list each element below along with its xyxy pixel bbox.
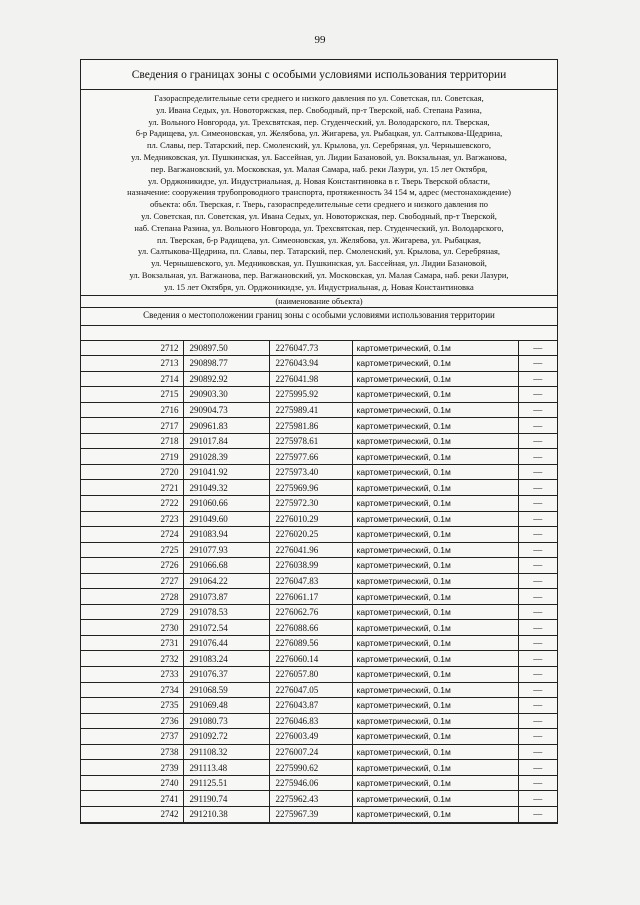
method-cell: картометрический, 0.1м: [352, 356, 518, 372]
method-cell: картометрический, 0.1м: [352, 402, 518, 418]
description-cell: —: [518, 573, 557, 589]
description-cell: —: [518, 480, 557, 496]
table-row: [81, 371, 557, 387]
point-number-cell: 2729: [81, 604, 183, 620]
coordinates-table-wrap: [81, 325, 557, 823]
method-cell: картометрический, 0.1м: [352, 589, 518, 605]
point-number-cell: 2736: [81, 713, 183, 729]
x-coordinate-cell: 291069.48: [183, 698, 269, 714]
point-number-cell: 2721: [81, 480, 183, 496]
method-cell: картометрический, 0.1м: [352, 791, 518, 807]
table-row: [81, 340, 557, 356]
description-cell: —: [518, 604, 557, 620]
y-coordinate-cell: 2275990.62: [269, 760, 352, 776]
table-row: [81, 356, 557, 372]
x-coordinate-cell: 291113.48: [183, 760, 269, 776]
x-coordinate-cell: 291078.53: [183, 604, 269, 620]
description-cell: —: [518, 744, 557, 760]
description-cell: —: [518, 464, 557, 480]
method-cell: картометрический, 0.1м: [352, 620, 518, 636]
table-row: [81, 449, 557, 465]
table-row: [81, 418, 557, 434]
y-coordinate-cell: 2276062.76: [269, 604, 352, 620]
table-row: [81, 806, 557, 822]
table-row: [81, 713, 557, 729]
y-coordinate-cell: 2276047.05: [269, 682, 352, 698]
method-cell: картометрический, 0.1м: [352, 573, 518, 589]
object-name-caption: (наименование объекта): [81, 295, 557, 307]
point-number-cell: 2720: [81, 464, 183, 480]
method-cell: картометрический, 0.1м: [352, 682, 518, 698]
point-number-cell: 2728: [81, 589, 183, 605]
method-cell: картометрический, 0.1м: [352, 480, 518, 496]
method-cell: картометрический, 0.1м: [352, 806, 518, 822]
table-row: [81, 667, 557, 683]
method-cell: картометрический, 0.1м: [352, 387, 518, 403]
table-row: [81, 464, 557, 480]
x-coordinate-cell: 291092.72: [183, 729, 269, 745]
x-coordinate-cell: 290903.30: [183, 387, 269, 403]
point-number-cell: 2712: [81, 340, 183, 356]
x-coordinate-cell: 291190.74: [183, 791, 269, 807]
x-coordinate-cell: 290892.92: [183, 371, 269, 387]
page-number: 99: [314, 34, 326, 46]
y-coordinate-cell: 2276010.29: [269, 511, 352, 527]
y-coordinate-cell: 2275973.40: [269, 464, 352, 480]
object-description: [81, 90, 557, 295]
description-cell: —: [518, 635, 557, 651]
description-line: ул. Ивана Седых, ул. Новоторжская, пер. Свободный, пр-т Тверской, наб. Степана Разина,: [156, 104, 482, 115]
description-cell: —: [518, 433, 557, 449]
description-line: объекта: обл. Тверская, г. Тверь, газораспределительные сети среднего и низкого давления по: [149, 199, 488, 210]
table-row: [81, 433, 557, 449]
point-number-cell: 2732: [81, 651, 183, 667]
x-coordinate-cell: 290961.83: [183, 418, 269, 434]
y-coordinate-cell: 2276038.99: [269, 558, 352, 574]
x-coordinate-cell: 291083.94: [183, 527, 269, 543]
x-coordinate-cell: 291068.59: [183, 682, 269, 698]
zone-boundaries-document: [80, 59, 558, 824]
y-coordinate-cell: 2276089.56: [269, 635, 352, 651]
description-line: пер. Вагжановский, ул. Московская, ул. Малая Самара, наб. реки Лазури, ул. 15 лет Октября,: [150, 163, 488, 174]
description-cell: —: [518, 496, 557, 512]
description-cell: —: [518, 387, 557, 403]
y-coordinate-cell: 2276043.94: [269, 356, 352, 372]
y-coordinate-cell: 2276020.25: [269, 527, 352, 543]
table-row: [81, 496, 557, 512]
x-coordinate-cell: 291060.66: [183, 496, 269, 512]
description-line: ул. Чернышевского, ул. Медниковская, ул. Пушкинская, ул. Бассейная, ул. Лидии Базановой,: [151, 258, 487, 269]
x-coordinate-cell: 290898.77: [183, 356, 269, 372]
y-coordinate-cell: 2275946.06: [269, 775, 352, 791]
point-number-cell: 2740: [81, 775, 183, 791]
description-line: ул. Орджоникидзе, ул. Индустриальная, д. Новая Константиновка в г. Тверь Тверской области,: [148, 175, 490, 186]
description-cell: —: [518, 418, 557, 434]
point-number-cell: 2718: [81, 433, 183, 449]
x-coordinate-cell: 291076.44: [183, 635, 269, 651]
x-coordinate-cell: 291017.84: [183, 433, 269, 449]
method-cell: картометрический, 0.1м: [352, 449, 518, 465]
y-coordinate-cell: 2275967.39: [269, 806, 352, 822]
method-cell: картометрический, 0.1м: [352, 433, 518, 449]
y-coordinate-cell: 2275989.41: [269, 402, 352, 418]
description-cell: —: [518, 449, 557, 465]
point-number-cell: 2734: [81, 682, 183, 698]
method-cell: картометрический, 0.1м: [352, 496, 518, 512]
method-cell: картометрический, 0.1м: [352, 542, 518, 558]
y-coordinate-cell: 2276061.17: [269, 589, 352, 605]
description-line: наб. Степана Разина, ул. Вольного Новгорода, ул. Трехсвятская, пер. Студенческий, ул. Володарского,: [134, 222, 504, 233]
y-coordinate-cell: 2276057.80: [269, 667, 352, 683]
y-coordinate-cell: 2275995.92: [269, 387, 352, 403]
description-cell: —: [518, 340, 557, 356]
method-cell: картометрический, 0.1м: [352, 464, 518, 480]
table-row: [81, 682, 557, 698]
table-row: [81, 729, 557, 745]
y-coordinate-cell: 2275972.30: [269, 496, 352, 512]
point-number-cell: 2742: [81, 806, 183, 822]
y-coordinate-cell: 2275977.66: [269, 449, 352, 465]
table-row: [81, 511, 557, 527]
point-number-cell: 2738: [81, 744, 183, 760]
point-number-cell: 2737: [81, 729, 183, 745]
description-cell: —: [518, 729, 557, 745]
description-cell: —: [518, 527, 557, 543]
method-cell: картометрический, 0.1м: [352, 744, 518, 760]
table-row: [81, 775, 557, 791]
y-coordinate-cell: 2276046.83: [269, 713, 352, 729]
table-row: [81, 635, 557, 651]
y-coordinate-cell: 2276043.87: [269, 698, 352, 714]
y-coordinate-cell: 2276060.14: [269, 651, 352, 667]
point-number-cell: 2717: [81, 418, 183, 434]
table-row: [81, 744, 557, 760]
y-coordinate-cell: 2275981.86: [269, 418, 352, 434]
table-row: [81, 698, 557, 714]
description-cell: —: [518, 682, 557, 698]
point-number-cell: 2725: [81, 542, 183, 558]
y-coordinate-cell: 2275962.43: [269, 791, 352, 807]
y-coordinate-cell: 2276088.66: [269, 620, 352, 636]
description-cell: —: [518, 791, 557, 807]
description-cell: —: [518, 620, 557, 636]
description-cell: —: [518, 542, 557, 558]
description-line: пл. Тверская, б-р Радищева, ул. Симеоновская, ул. Желябова, ул. Жигарева, ул. Рыбацкая,: [156, 234, 482, 245]
table-row: [81, 791, 557, 807]
x-coordinate-cell: 291049.32: [183, 480, 269, 496]
description-line: ул. Салтыкова-Щедрина, пл. Славы, пер. Татарский, пер. Смоленский, ул. Крылова, ул. Серебряная,: [137, 246, 501, 257]
table-row: [81, 542, 557, 558]
table-row: [81, 573, 557, 589]
description-line: ул. 15 лет Октября, ул. Орджоникидзе, ул. Индустриальная, д. Новая Константиновка: [164, 281, 474, 292]
description-line: назначение: сооружения трубопроводного транспорта, протяженность 34 154 м, адрес (местонахождение): [127, 187, 511, 198]
table-row: [81, 402, 557, 418]
x-coordinate-cell: 291077.93: [183, 542, 269, 558]
y-coordinate-cell: 2276003.49: [269, 729, 352, 745]
table-row: [81, 527, 557, 543]
description-cell: —: [518, 760, 557, 776]
method-cell: картометрический, 0.1м: [352, 775, 518, 791]
y-coordinate-cell: 2276047.73: [269, 340, 352, 356]
description-cell: —: [518, 371, 557, 387]
x-coordinate-cell: 291125.51: [183, 775, 269, 791]
point-number-cell: 2730: [81, 620, 183, 636]
coordinates-table: [81, 340, 557, 823]
y-coordinate-cell: 2275969.96: [269, 480, 352, 496]
x-coordinate-cell: 291080.73: [183, 713, 269, 729]
x-coordinate-cell: 291041.92: [183, 464, 269, 480]
table-row: [81, 480, 557, 496]
x-coordinate-cell: 291064.22: [183, 573, 269, 589]
description-cell: —: [518, 558, 557, 574]
table-row: [81, 589, 557, 605]
y-coordinate-cell: 2276041.96: [269, 542, 352, 558]
description-cell: —: [518, 589, 557, 605]
table-row: [81, 760, 557, 776]
point-number-cell: 2739: [81, 760, 183, 776]
location-subtitle: Сведения о местоположении границ зоны с особыми условиями использования территории: [81, 307, 557, 325]
point-number-cell: 2726: [81, 558, 183, 574]
x-coordinate-cell: 291076.37: [183, 667, 269, 683]
table-row: [81, 387, 557, 403]
x-coordinate-cell: 291066.68: [183, 558, 269, 574]
description-cell: —: [518, 698, 557, 714]
method-cell: картометрический, 0.1м: [352, 713, 518, 729]
method-cell: картометрический, 0.1м: [352, 651, 518, 667]
x-coordinate-cell: 290897.50: [183, 340, 269, 356]
method-cell: картометрический, 0.1м: [352, 558, 518, 574]
point-number-cell: 2715: [81, 387, 183, 403]
method-cell: картометрический, 0.1м: [352, 418, 518, 434]
description-cell: —: [518, 775, 557, 791]
description-cell: —: [518, 651, 557, 667]
method-cell: картометрический, 0.1м: [352, 604, 518, 620]
description-line: ул. Вокзальная, ул. Вагжанова, пер. Вагжановский, ул. Московская, ул. Малая Самара, наб. реки Лазури,: [129, 269, 509, 280]
table-row: [81, 604, 557, 620]
method-cell: картометрический, 0.1м: [352, 667, 518, 683]
point-number-cell: 2735: [81, 698, 183, 714]
x-coordinate-cell: 291049.60: [183, 511, 269, 527]
y-coordinate-cell: 2276007.24: [269, 744, 352, 760]
description-line: ул. Медниковская, ул. Пушкинская, ул. Бассейная, ул. Лидии Базановой, ул. Вокзальная, ул. Вагжанова,: [131, 151, 507, 162]
description-cell: —: [518, 511, 557, 527]
point-number-cell: 2716: [81, 402, 183, 418]
description-cell: —: [518, 667, 557, 683]
point-number-cell: 2724: [81, 527, 183, 543]
point-number-cell: 2727: [81, 573, 183, 589]
description-line: Газораспределительные сети среднего и низкого давления по ул. Советская, пл. Советская,: [154, 93, 484, 103]
description-cell: —: [518, 713, 557, 729]
description-line: ул. Вольного Новгорода, ул. Трехсвятская, пер. Студенческий, ул. Володарского, пл. Тверская,: [148, 116, 490, 127]
y-coordinate-cell: 2276041.98: [269, 371, 352, 387]
method-cell: картометрический, 0.1м: [352, 340, 518, 356]
table-row: [81, 620, 557, 636]
description-cell: —: [518, 402, 557, 418]
y-coordinate-cell: 2276047.83: [269, 573, 352, 589]
method-cell: картометрический, 0.1м: [352, 729, 518, 745]
x-coordinate-cell: 290904.73: [183, 402, 269, 418]
table-row: [81, 651, 557, 667]
point-number-cell: 2733: [81, 667, 183, 683]
table-row: [81, 558, 557, 574]
point-number-cell: 2731: [81, 635, 183, 651]
method-cell: картометрический, 0.1м: [352, 527, 518, 543]
description-line: б-р Радищева, ул. Симеоновская, ул. Желябова, ул. Жигарева, ул. Рыбацкая, ул. Салтыкова-Щедрина,: [135, 128, 503, 139]
description-line: пл. Славы, пер. Татарский, пер. Смоленский, ул. Крылова, ул. Серебряная, ул. Чернышевского,: [146, 140, 492, 151]
x-coordinate-cell: 291083.24: [183, 651, 269, 667]
x-coordinate-cell: 291028.39: [183, 449, 269, 465]
description-cell: —: [518, 356, 557, 372]
method-cell: картометрический, 0.1м: [352, 511, 518, 527]
method-cell: картометрический, 0.1м: [352, 698, 518, 714]
x-coordinate-cell: 291108.32: [183, 744, 269, 760]
document-title: Сведения о границах зоны с особыми условиями использования территории: [81, 60, 557, 90]
method-cell: картометрический, 0.1м: [352, 371, 518, 387]
point-number-cell: 2714: [81, 371, 183, 387]
method-cell: картометрический, 0.1м: [352, 635, 518, 651]
y-coordinate-cell: 2275978.61: [269, 433, 352, 449]
x-coordinate-cell: 291073.87: [183, 589, 269, 605]
point-number-cell: 2741: [81, 791, 183, 807]
point-number-cell: 2723: [81, 511, 183, 527]
point-number-cell: 2722: [81, 496, 183, 512]
x-coordinate-cell: 291072.54: [183, 620, 269, 636]
description-line: ул. Советская, пл. Советская, ул. Ивана Седых, ул. Новоторжская, пер. Свободный, пр-т Тверской,: [141, 210, 497, 221]
description-cell: —: [518, 806, 557, 822]
method-cell: картометрический, 0.1м: [352, 760, 518, 776]
point-number-cell: 2719: [81, 449, 183, 465]
x-coordinate-cell: 291210.38: [183, 806, 269, 822]
point-number-cell: 2713: [81, 356, 183, 372]
